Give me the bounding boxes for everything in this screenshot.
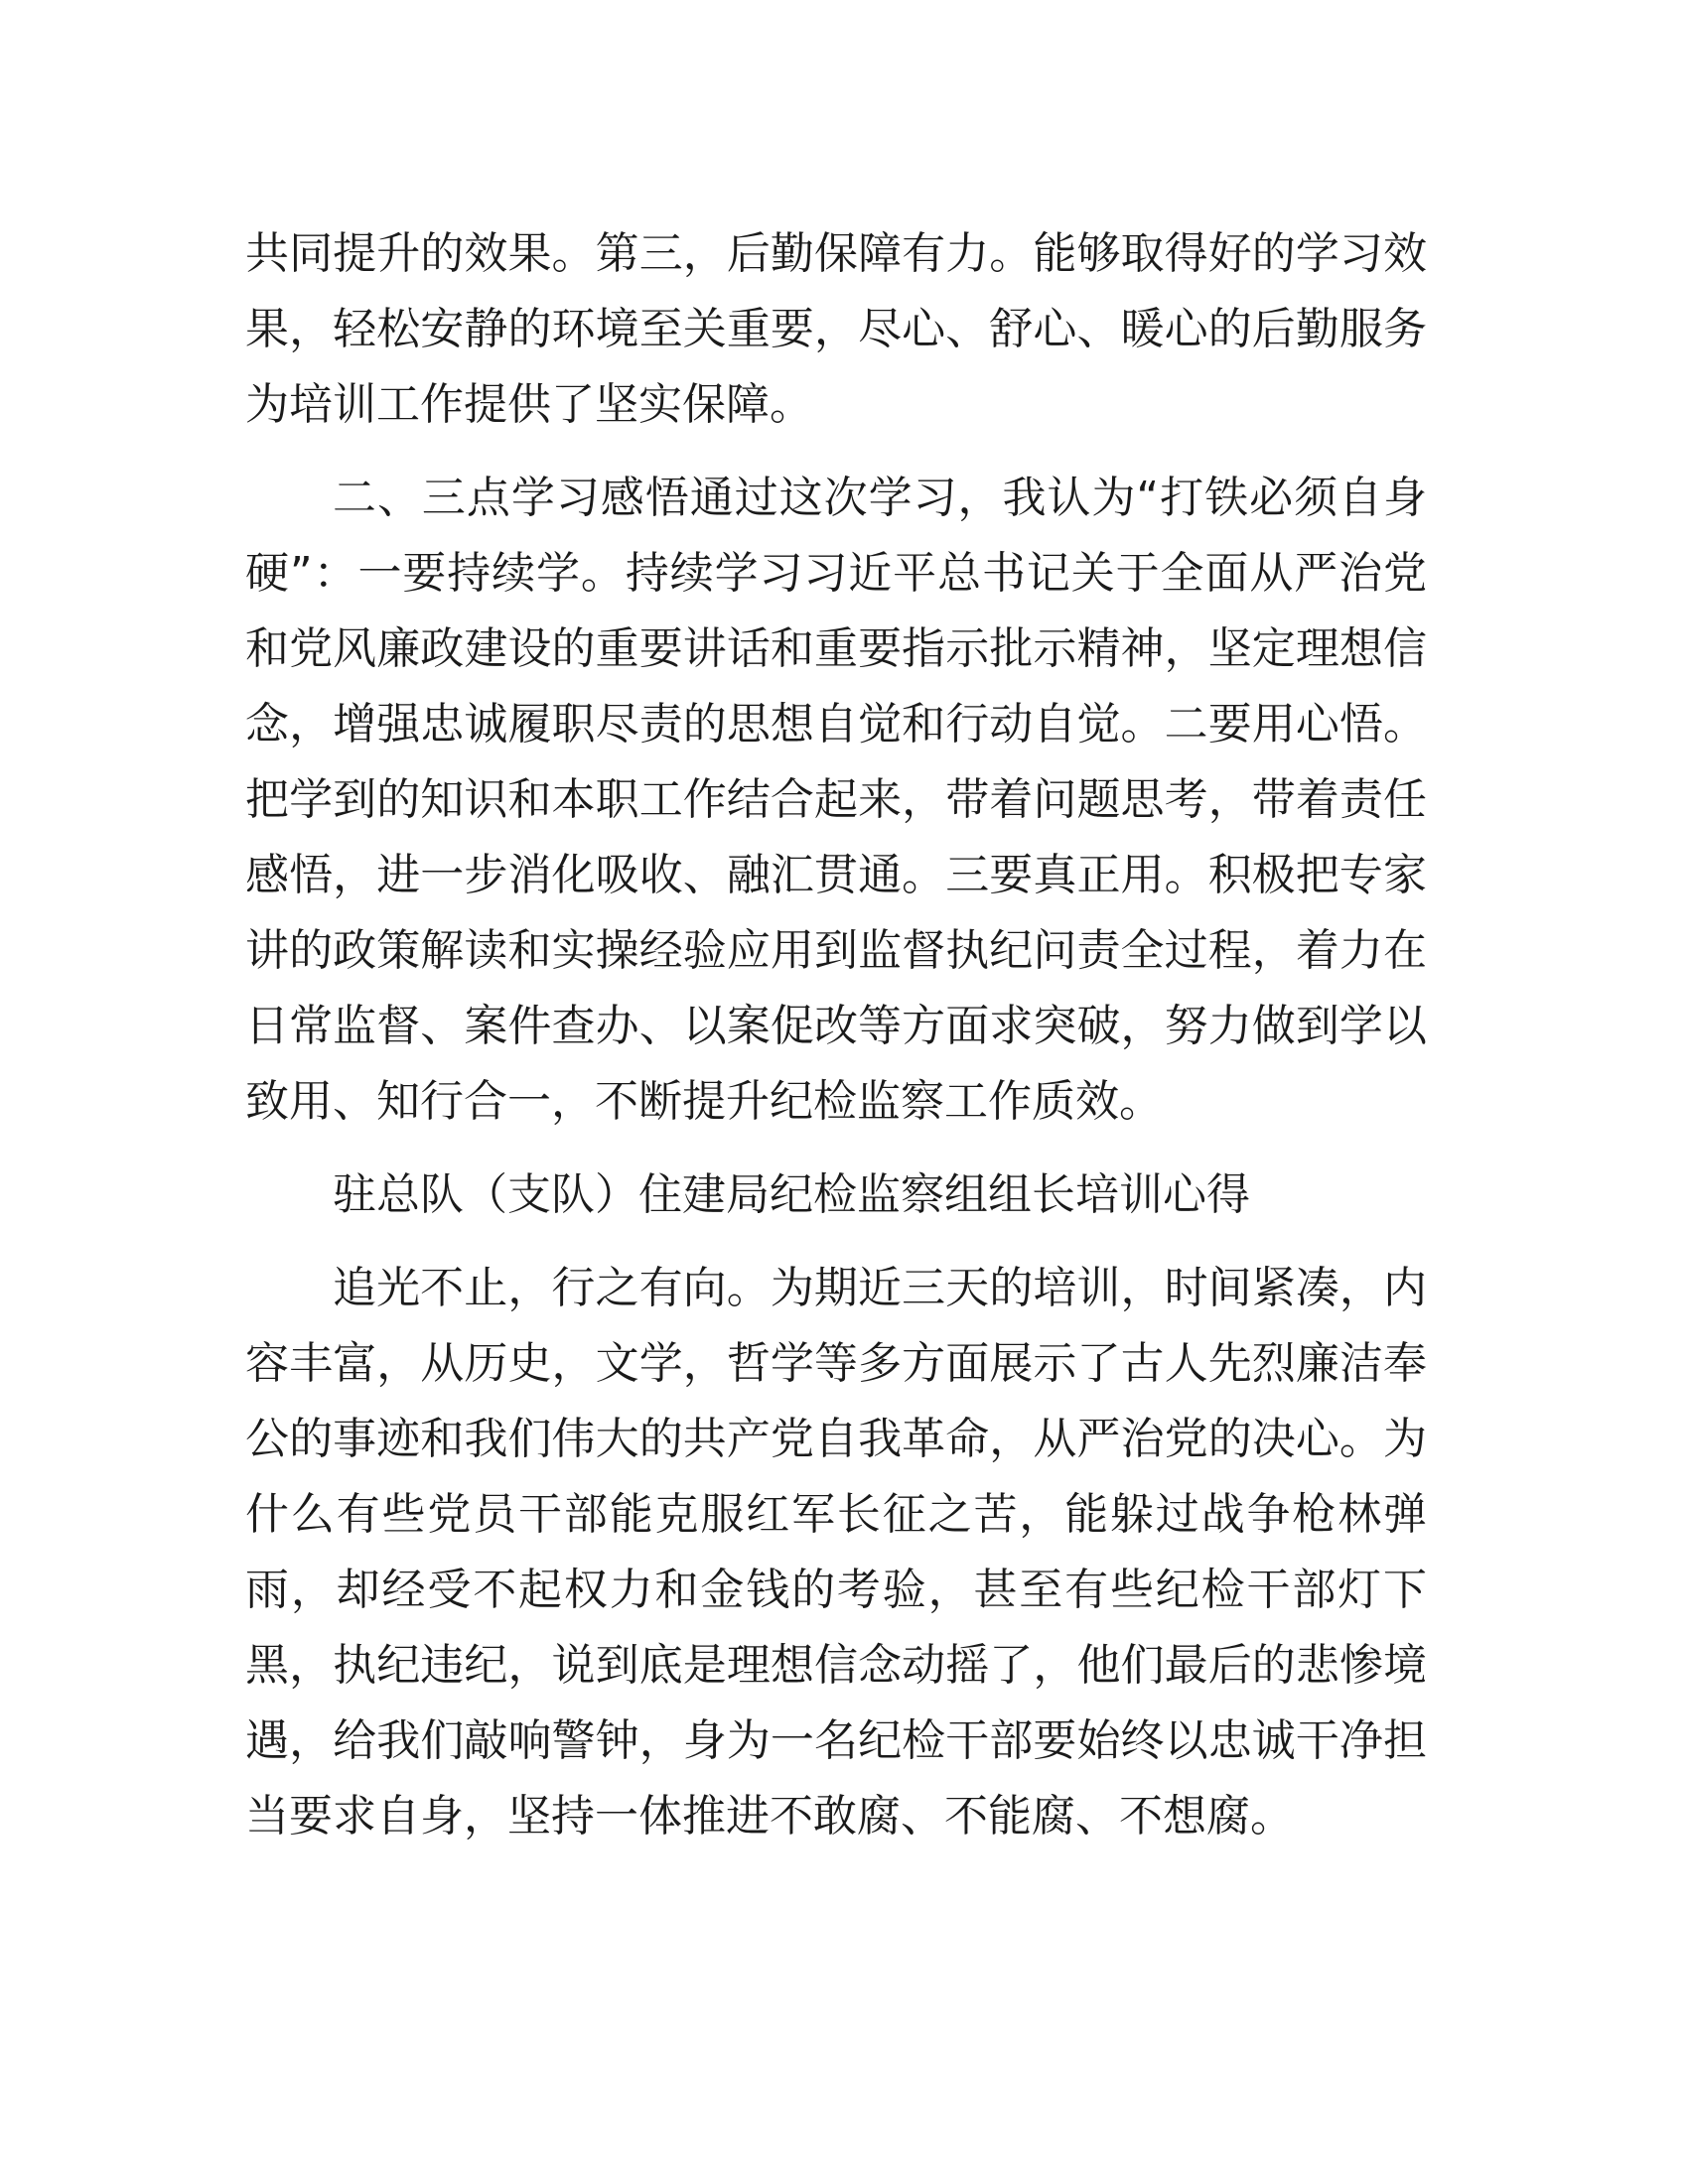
paragraph-2 xyxy=(245,461,1427,1140)
text-line: 硬”：一要持续学。持续学习习近平总书记关于全面从严治党 xyxy=(245,548,1427,599)
text-line: 讲的政策解读和实操经验应用到监督执纪问责全过程，着力在 xyxy=(245,925,1427,976)
paragraph-1 xyxy=(245,216,1427,443)
text-line: 和党风廉政建设的重要讲话和重要指示批示精神，坚定理想信 xyxy=(245,623,1427,674)
document-page xyxy=(245,216,1427,1872)
text-line: 公的事迹和我们伟大的共产党自我革命，从严治党的决心。为 xyxy=(245,1414,1427,1464)
text-line: 当要求自身，坚持一体推进不敢腐、不能腐、不想腐。 xyxy=(245,1791,1294,1842)
text-line: 遇，给我们敲响警钟，身为一名纪检干部要始终以忠诚干净担 xyxy=(245,1715,1427,1766)
text-line: 二、三点学习感悟通过这次学习，我认为“打铁必须自身 xyxy=(333,473,1427,523)
section-title: 驻总队（支队）住建局纪检监察组组长培训心得 xyxy=(333,1169,1250,1220)
text-line: 容丰富，从历史，文学，哲学等多方面展示了古人先烈廉洁奉 xyxy=(245,1338,1427,1389)
text-line: 追光不止，行之有向。为期近三天的培训，时间紧凑，内 xyxy=(333,1263,1427,1313)
text-line: 致用、知行合一，不断提升纪检监察工作质效。 xyxy=(245,1076,1163,1127)
paragraph-3 xyxy=(245,1251,1427,1854)
text-line: 日常监督、案件查办、以案促改等方面求突破，努力做到学以 xyxy=(245,1001,1427,1051)
text-line: 把学到的知识和本职工作结合起来，带着问题思考，带着责任 xyxy=(245,774,1427,825)
text-line: 感悟，进一步消化吸收、融汇贯通。三要真正用。积极把专家 xyxy=(245,850,1427,900)
text-line: 为培训工作提供了坚实保障。 xyxy=(245,379,813,430)
text-line: 念，增强忠诚履职尽责的思想自觉和行动自觉。二要用心悟。 xyxy=(245,699,1427,750)
text-line: 雨，却经受不起权力和金钱的考验，甚至有些纪检干部灯下 xyxy=(245,1565,1427,1615)
text-line: 什么有些党员干部能克服红军长征之苦，能躲过战争枪林弹 xyxy=(245,1489,1427,1540)
text-line: 黑，执纪违纪，说到底是理想信念动摇了，他们最后的悲惨境 xyxy=(245,1640,1427,1691)
text-line: 果，轻松安静的环境至关重要，尽心、舒心、暖心的后勤服务 xyxy=(245,304,1427,354)
text-line: 共同提升的效果。第三，后勤保障有力。能够取得好的学习效 xyxy=(245,228,1427,279)
